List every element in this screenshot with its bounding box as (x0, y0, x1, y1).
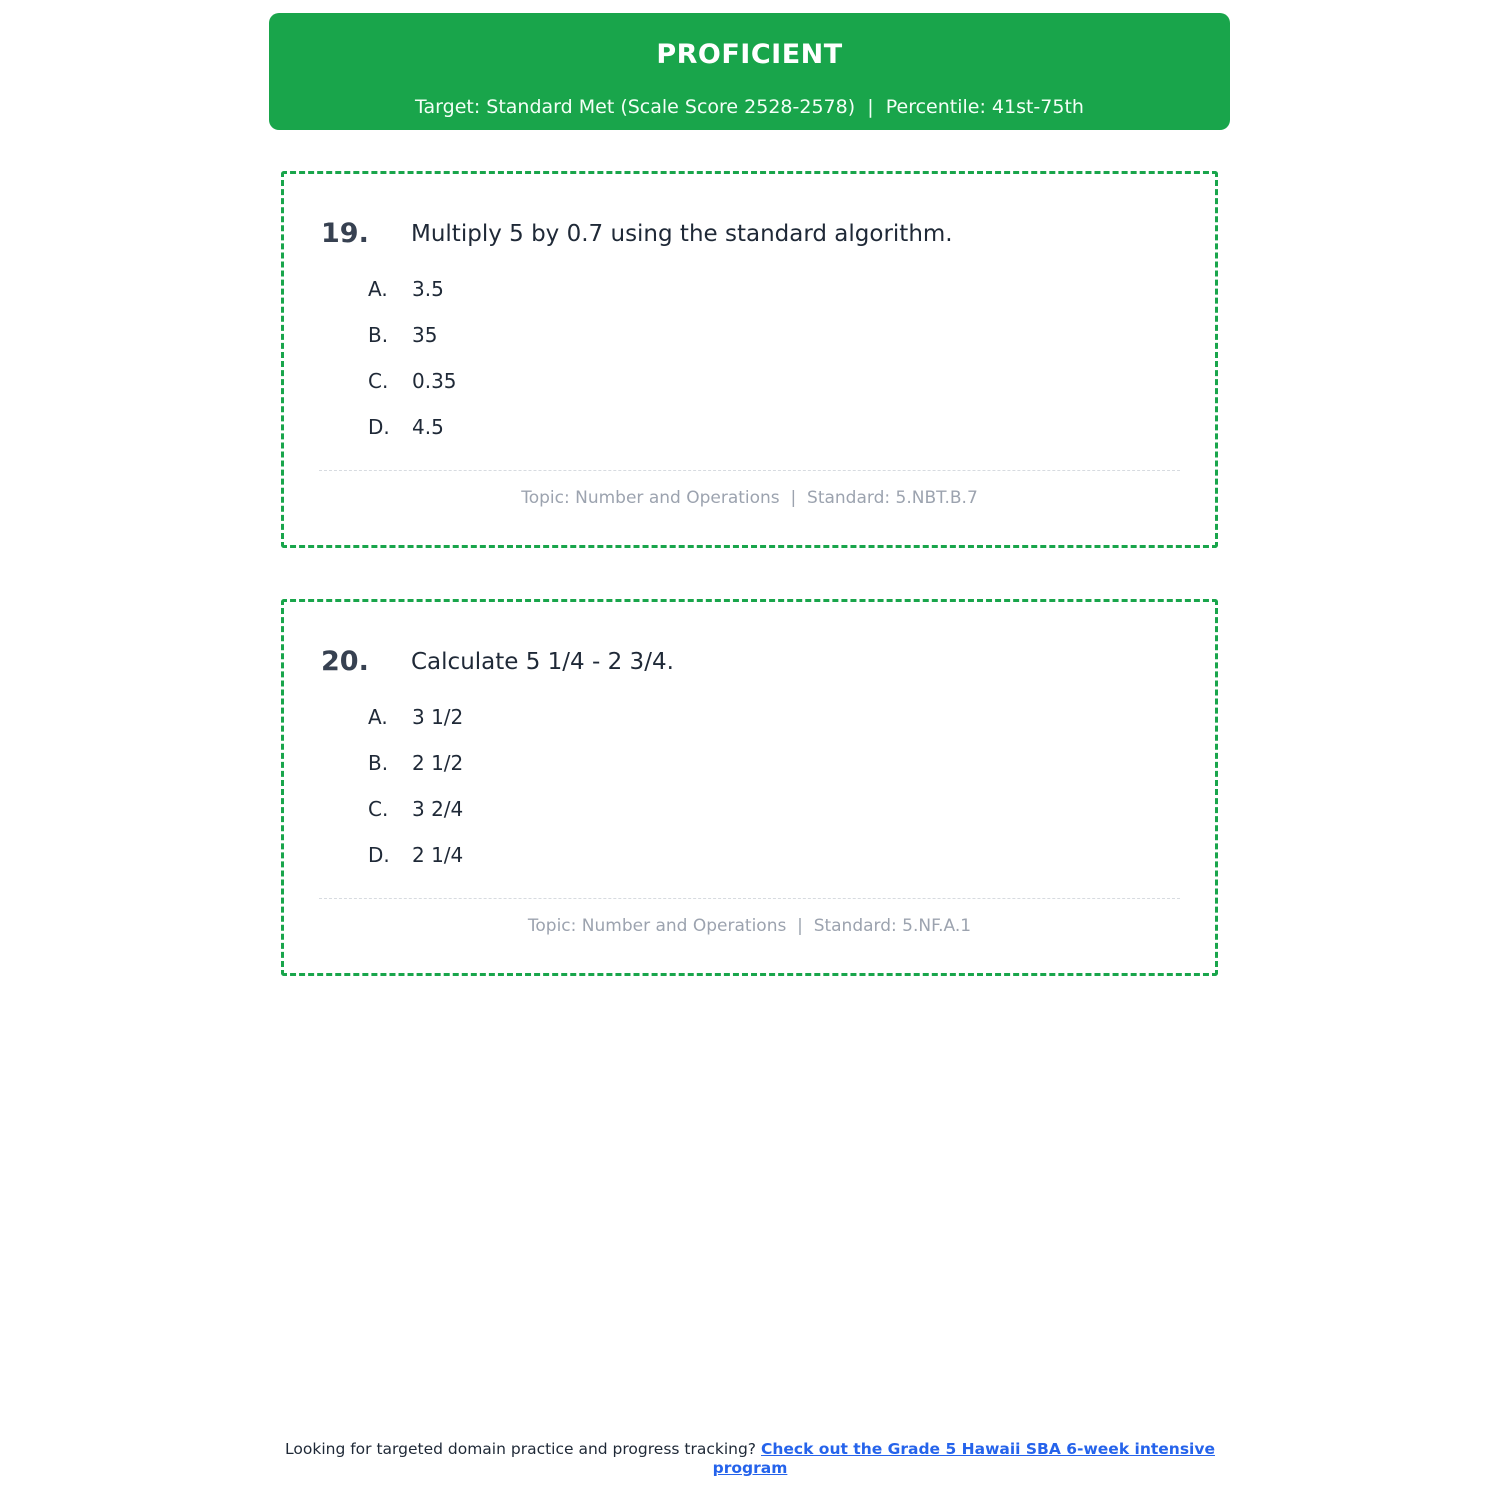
choice-letter: C. (368, 797, 389, 821)
performance-level-title: PROFICIENT (656, 39, 843, 70)
question-card-19 (281, 171, 1218, 548)
choice-letter: A. (368, 705, 388, 729)
standard-text: Standard: 5.NBT.B.7 (807, 488, 978, 508)
choice-letter: B. (368, 323, 389, 347)
answer-choice-d[interactable] (368, 412, 457, 458)
question-number: 19. (321, 218, 369, 249)
percentile-text: Percentile: 41st-75th (885, 96, 1084, 118)
answer-choice-b[interactable] (368, 748, 463, 794)
program-link[interactable]: Check out the Grade 5 Hawaii SBA 6-week intensive program (712, 1440, 1215, 1477)
separator: | (797, 916, 803, 936)
choice-text: 35 (412, 323, 438, 347)
answer-choice-b[interactable] (368, 320, 457, 366)
choice-letter: D. (368, 843, 390, 867)
choice-letter: D. (368, 415, 390, 439)
topic-text: Topic: Number and Operations (521, 488, 780, 508)
separator: | (790, 488, 797, 508)
divider (319, 470, 1180, 471)
footer-prompt: Looking for targeted domain practice and progress tracking? (285, 1440, 757, 1458)
answer-choice-c[interactable] (368, 366, 457, 412)
answer-choice-c[interactable] (368, 794, 463, 840)
question-text: Calculate 5 1/4 - 2 3/4. (411, 649, 674, 675)
topic-text: Topic: Number and Operations (527, 916, 787, 936)
choice-text: 2 1/2 (412, 751, 464, 775)
separator: | (867, 96, 874, 118)
question-metadata (284, 487, 1215, 509)
choice-text: 4.5 (412, 415, 444, 439)
question-number: 20. (321, 646, 369, 677)
answer-choices (368, 702, 463, 886)
answer-choice-d[interactable] (368, 840, 463, 886)
answer-choice-a[interactable] (368, 274, 457, 320)
choice-text: 3 2/4 (412, 797, 464, 821)
choice-letter: B. (368, 751, 389, 775)
question-text: Multiply 5 by 0.7 using the standard algorithm. (411, 221, 953, 247)
target-text: Target: Standard Met (Scale Score 2528-2578) (415, 96, 856, 118)
answer-choices (368, 274, 457, 458)
standard-text: Standard: 5.NF.A.1 (813, 916, 972, 936)
choice-letter: C. (368, 369, 389, 393)
answer-choice-a[interactable] (368, 702, 463, 748)
choice-text: 3 1/2 (412, 705, 464, 729)
footer-promo (280, 1440, 1220, 1478)
performance-level-details (269, 95, 1230, 119)
question-card-20 (281, 599, 1218, 976)
choice-letter: A. (368, 277, 388, 301)
question-metadata (284, 915, 1215, 937)
performance-level-banner (269, 13, 1230, 130)
choice-text: 2 1/4 (412, 843, 464, 867)
divider (319, 898, 1180, 899)
choice-text: 0.35 (412, 369, 457, 393)
choice-text: 3.5 (412, 277, 444, 301)
